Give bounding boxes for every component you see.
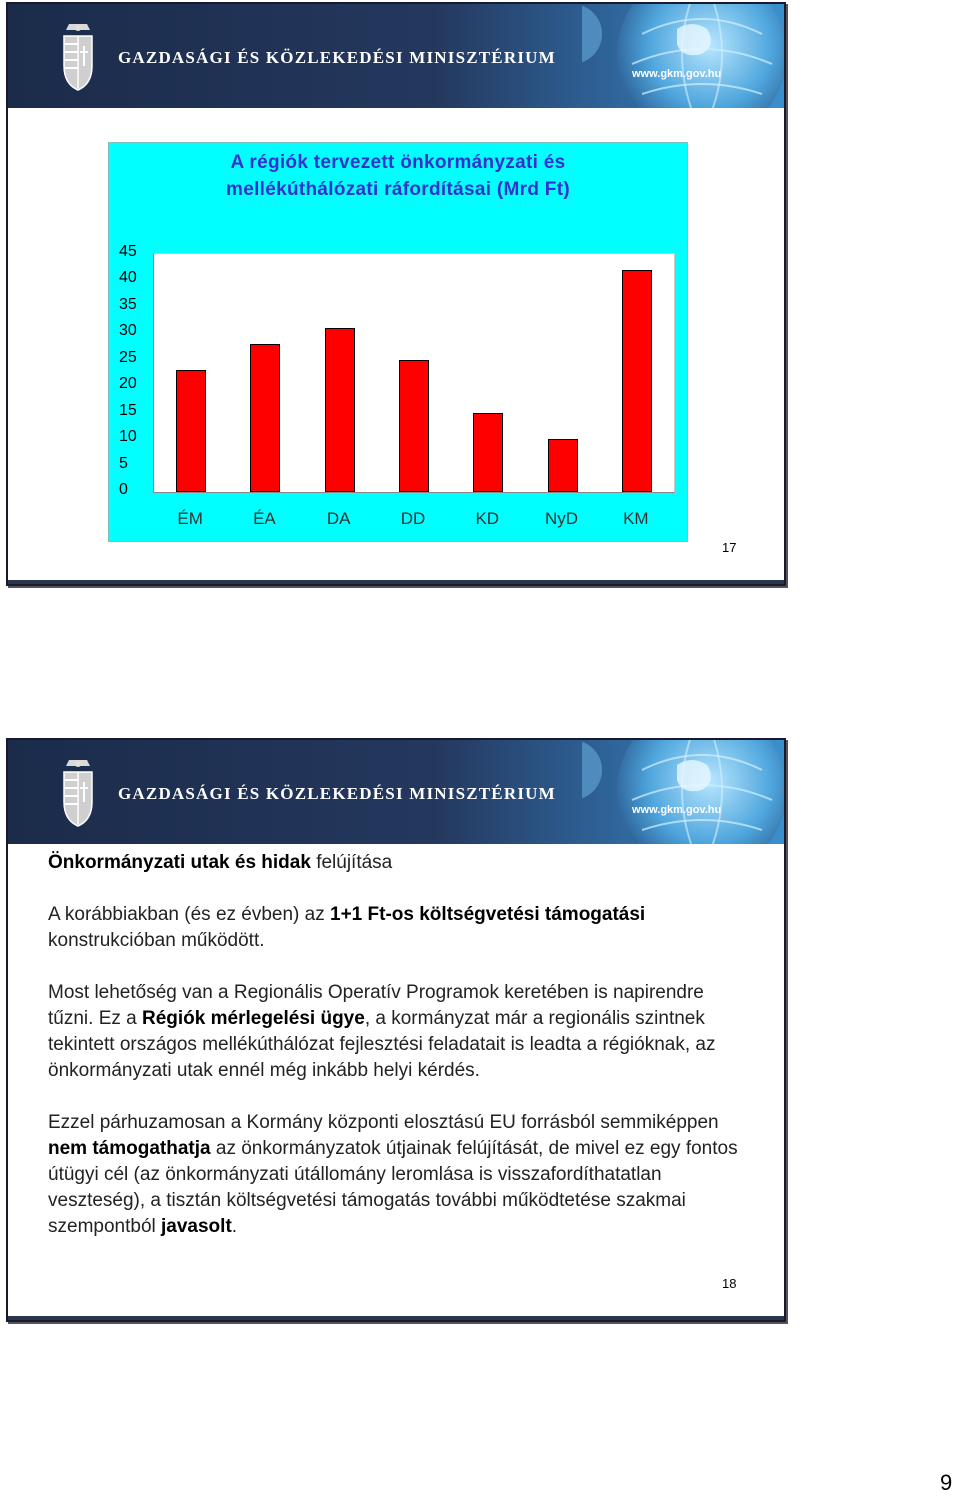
- bar-KM: [622, 270, 652, 492]
- paragraph-2: [48, 980, 748, 1084]
- bar-ÉM: [176, 370, 206, 492]
- p3-text-c: az önkormányzatok útjainak felújítását, de mivel ez egy fontos útügyi cél (az önkormányzati útállomány leromlása is visszafordíthatatlan veszteség), a tisztán költségvetési támogatás további működtetése szakmai szempontból: [48, 1138, 738, 1237]
- coat-of-arms-icon: [60, 758, 96, 830]
- website-url: www.gkm.gov.hu: [632, 68, 722, 80]
- p1-bold: 1+1 Ft-os költségvetési támogatási: [330, 904, 646, 925]
- ministry-name: GAZDASÁGI ÉS KÖZLEKEDÉSI MINISZTÉRIUM: [118, 48, 556, 67]
- coat-of-arms-icon: [60, 22, 96, 94]
- chart-title-line-1: A régiók tervezett önkormányzati és: [230, 152, 566, 173]
- y-tick-label: 30: [119, 322, 137, 340]
- x-tick-label: ÉM: [177, 509, 203, 528]
- globe-icon: [582, 740, 784, 844]
- p1-text-c: konstrukcióban működött.: [48, 930, 265, 951]
- p2-bold: Régiók mérlegelési ügye: [142, 1008, 365, 1029]
- slide-body: [48, 850, 748, 1266]
- p3-bold: nem támogathatja: [48, 1138, 211, 1159]
- p2-text-a: Most lehetőség van a Regionális Operatív Programok keretében is napirendre tűzni. Ez a: [48, 982, 704, 1029]
- heading-bold: Önkormányzati utak és hidak: [48, 852, 311, 873]
- y-tick-label: 45: [119, 243, 137, 260]
- bottom-bar: [8, 580, 784, 584]
- y-tick-label: 35: [119, 295, 137, 313]
- page-number: 18: [722, 1276, 737, 1291]
- ministry-name: GAZDASÁGI ÉS KÖZLEKEDÉSI MINISZTÉRIUM: [118, 784, 556, 803]
- y-tick-label: 20: [119, 375, 137, 393]
- ministry-banner: [8, 4, 784, 108]
- p3-text-e: .: [231, 1216, 238, 1237]
- p2-text-c: , a kormányzat már a regionális szintnek tekintett országos mellékúthálózat fejlesztési feladatait is leadta a régióknak, az önkormányzati utak ennél még inkább helyi kérdés.: [48, 1008, 716, 1081]
- p3-bold-end: javasolt: [161, 1216, 232, 1237]
- y-tick-label: 40: [119, 269, 137, 287]
- p1-text-a: A korábbiakban (és ez évben) az: [48, 904, 331, 925]
- x-tick-label: ÉA: [253, 509, 276, 528]
- slide-17: [6, 2, 786, 586]
- paragraph-1: [48, 902, 748, 954]
- website-url: www.gkm.gov.hu: [632, 804, 722, 816]
- slide-18: [6, 738, 786, 1322]
- bar-ÉA: [250, 344, 280, 492]
- bottom-bar: [8, 1316, 784, 1320]
- plot-area: [153, 253, 675, 493]
- bar-KD: [473, 413, 503, 492]
- chart-title: [109, 149, 687, 203]
- slide-heading: [48, 850, 748, 876]
- chart-title-line-2: mellékúthálózati ráfordításai (Mrd Ft): [226, 179, 570, 200]
- bar-DA: [325, 328, 355, 492]
- y-tick-label: 25: [119, 348, 137, 366]
- heading-rest: felújítása: [310, 852, 393, 873]
- y-tick-label: 0: [119, 481, 128, 498]
- x-tick-label: DA: [326, 509, 351, 528]
- paragraph-3: [48, 1110, 748, 1240]
- y-tick-label: 5: [119, 454, 128, 472]
- globe-icon: [582, 4, 784, 108]
- x-tick-label: NyD: [545, 509, 579, 528]
- bar-DD: [399, 360, 429, 492]
- y-tick-label: 10: [119, 428, 137, 446]
- x-tick-label: KD: [475, 509, 500, 528]
- p3-text-a: Ezzel párhuzamosan a Kormány központi elosztású EU forrásból semmiképpen: [48, 1112, 719, 1133]
- chart-area: [108, 142, 688, 542]
- page-number: 17: [722, 540, 737, 555]
- sheet-page-number: 9: [940, 1470, 953, 1495]
- y-tick-label: 15: [119, 401, 137, 419]
- bar-NyD: [548, 439, 578, 492]
- x-tick-label: DD: [400, 509, 426, 528]
- x-tick-label: KM: [623, 509, 649, 528]
- ministry-banner: [8, 740, 784, 844]
